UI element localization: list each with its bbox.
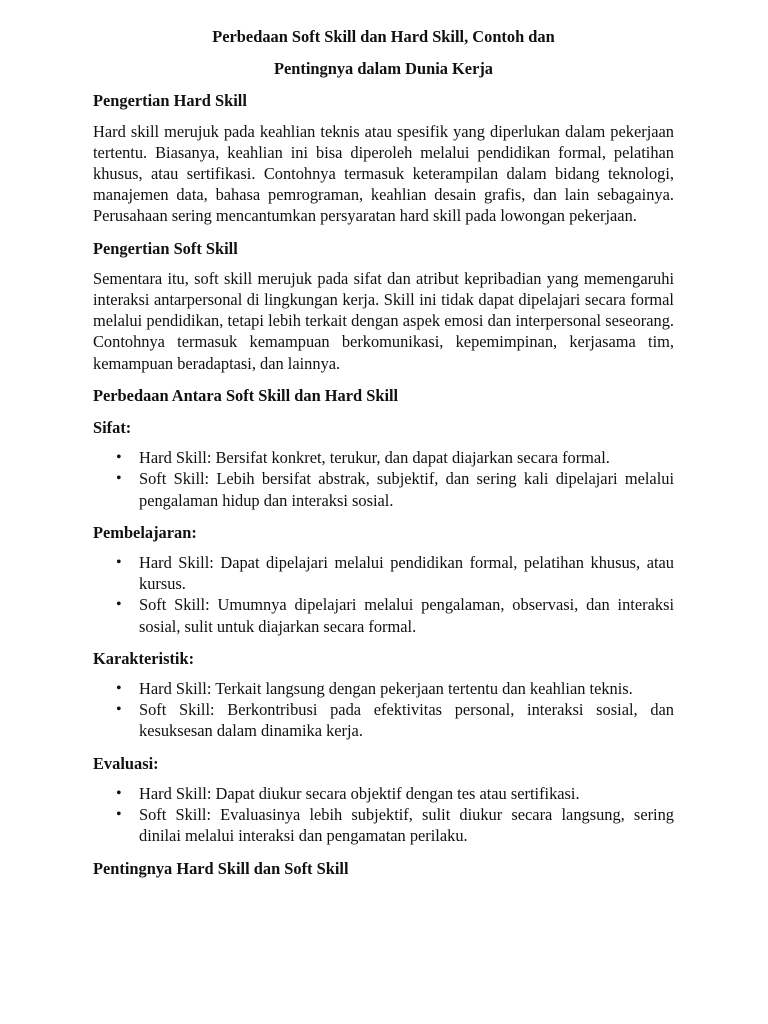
list-item: • Hard Skill: Bersifat konkret, terukur, dan dapat diajarkan secara formal. bbox=[116, 448, 610, 468]
heading-pentingnya: Pentingnya Hard Skill dan Soft Skill bbox=[93, 858, 349, 878]
list-item: • Soft Skill: Evaluasinya lebih subjektif, sulit diukur secara langsung, sering dinilai melalui interaksi dan pengamatan perilaku. bbox=[116, 805, 674, 846]
list-pembelajaran bbox=[93, 552, 674, 637]
heading-hard-skill: Pengertian Hard Skill bbox=[93, 91, 247, 111]
bullet-icon: • bbox=[116, 596, 122, 614]
list-item: • Soft Skill: Berkontribusi pada efektivitas personal, interaksi sosial, dan kesuksesan dalam dinamika kerja. bbox=[116, 700, 674, 741]
paragraph-soft-skill: Sementara itu, soft skill merujuk pada sifat dan atribut kepribadian yang memengaruhi interaksi antarpersonal di lingkungan kerja. Skill ini tidak dapat dipelajari secara formal melalui pendidikan, tetapi lebih terkait dengan aspek emosi dan interpersonal seseorang. Contohnya termasuk kemampuan berkomunikasi, kepemimpinan, kerjasama tim, kemampuan beradaptasi, dan lainnya. bbox=[93, 268, 674, 373]
heading-evaluasi: Evaluasi: bbox=[93, 753, 159, 773]
bullet-icon: • bbox=[116, 554, 122, 572]
heading-pembelajaran: Pembelajaran: bbox=[93, 522, 197, 542]
heading-soft-skill: Pengertian Soft Skill bbox=[93, 238, 238, 258]
list-item: • Soft Skill: Umumnya dipelajari melalui pengalaman, observasi, dan interaksi sosial, sulit untuk diajarkan secara formal. bbox=[116, 595, 674, 636]
heading-perbedaan: Perbedaan Antara Soft Skill dan Hard Skill bbox=[93, 385, 399, 405]
list-sifat bbox=[93, 447, 674, 511]
list-item: • Soft Skill: Lebih bersifat abstrak, subjektif, dan sering kali dipelajari melalui pengalaman hidup dan interaksi sosial. bbox=[116, 469, 674, 510]
document-title-line-2: Pentingnya dalam Dunia Kerja bbox=[273, 59, 493, 79]
list-item: • Hard Skill: Dapat dipelajari melalui pendidikan formal, pelatihan khusus, atau kursus. bbox=[116, 553, 674, 594]
bullet-icon: • bbox=[116, 470, 122, 488]
document-page bbox=[93, 22, 674, 879]
bullet-icon: • bbox=[116, 680, 122, 698]
bullet-icon: • bbox=[116, 806, 122, 824]
bullet-icon: • bbox=[116, 701, 122, 719]
document-title-line-1: Perbedaan Soft Skill dan Hard Skill, Contoh dan bbox=[212, 27, 555, 46]
list-karakteristik bbox=[93, 678, 674, 742]
bullet-icon: • bbox=[116, 784, 122, 802]
heading-sifat: Sifat: bbox=[93, 418, 132, 438]
list-item: • Hard Skill: Terkait langsung dengan pekerjaan tertentu dan keahlian teknis. bbox=[116, 679, 633, 699]
list-evaluasi bbox=[93, 783, 674, 847]
list-item: • Hard Skill: Dapat diukur secara objektif dengan tes atau sertifikasi. bbox=[116, 783, 580, 803]
bullet-icon: • bbox=[116, 449, 122, 467]
paragraph-hard-skill: Hard skill merujuk pada keahlian teknis atau spesifik yang diperlukan dalam pekerjaan tertentu. Biasanya, keahlian ini bisa diperoleh melalui pendidikan formal, pelatihan khusus, atau sertifikasi. Contohnya termasuk keterampilan dalam bidang teknologi, manajemen data, bahasa pemrograman, keahlian desain grafis, dan lain sebagainya. Perusahaan sering mencantumkan persyaratan hard skill pada lowongan pekerjaan. bbox=[93, 121, 674, 226]
heading-karakteristik: Karakteristik: bbox=[93, 648, 195, 668]
